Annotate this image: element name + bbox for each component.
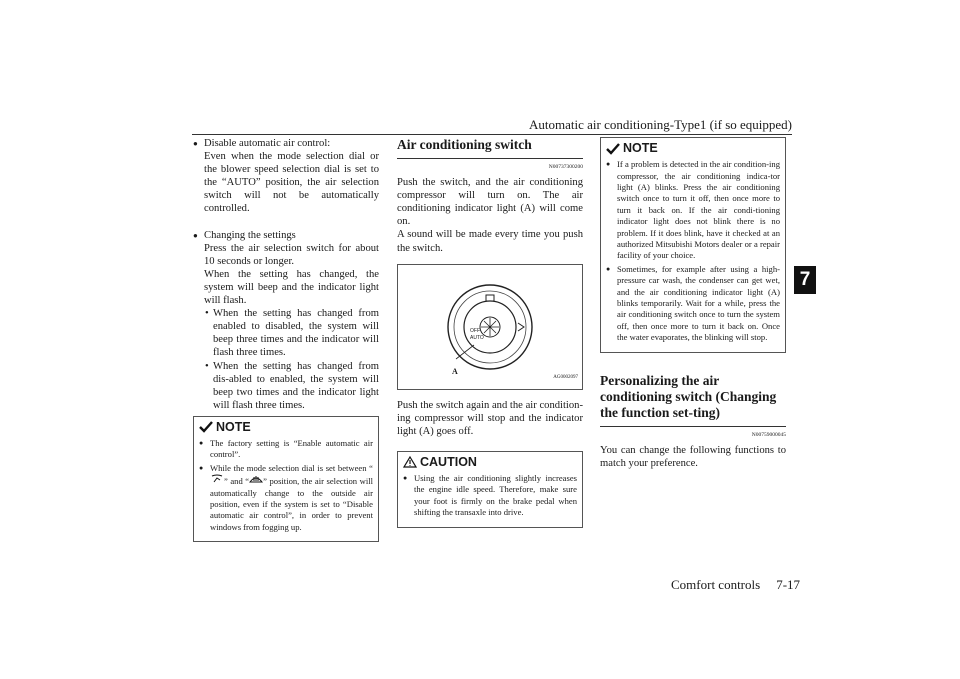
bullet-disable-auto	[193, 137, 379, 216]
section-heading-personalizing: Personalizing the air conditioning switch (Changing the function set-ting)	[600, 372, 777, 420]
bullet-changing-settings	[193, 229, 379, 308]
section-code: N00737300200	[548, 164, 583, 170]
figure-callout-a: A	[452, 366, 458, 376]
section-code: N00759000045	[751, 431, 786, 438]
column-right	[600, 137, 786, 470]
column-middle	[397, 137, 583, 528]
note-title: NOTE	[199, 421, 373, 434]
note-box	[600, 137, 786, 353]
paragraph: You can change the following functions to match your preference.	[600, 444, 786, 469]
figure-label-auto: AUTO	[470, 334, 484, 341]
check-mark-icon	[606, 143, 620, 155]
note-item: ● While the mode selection dial is set between “” and “ ” position, the air selection will automatically change to the outside air position, even if the system is set to “Disable automatic air control”, in order to prevent windows from fogging up.	[199, 463, 373, 533]
caution-title: CAUTION	[403, 456, 577, 469]
sub-bullet: • When the setting has changed from dis-abled to enabled, the system will beep two times and the indicator light will flash three times.	[205, 360, 379, 411]
footer-section: Comfort controls	[671, 577, 761, 592]
paragraph: Push the switch again and the air condition-ing compressor will stop and the indicator light (A) goes off.	[397, 399, 583, 437]
bullet-title: ● Disable automatic air control:	[204, 138, 331, 149]
page-header-title: Automatic air conditioning-Type1 (if so equipped)	[529, 117, 792, 132]
bullet-text: When the setting has changed, the system will beep and the indicator light will flash.	[204, 268, 379, 307]
figure-label-off: OFF	[470, 327, 480, 334]
switch-illustration	[397, 264, 583, 390]
paragraph: A sound will be made every time you push the switch.	[397, 229, 583, 254]
figure-id: AG0002097	[553, 374, 578, 380]
bullet-text: Press the air selection switch for about 10 seconds or longer.	[204, 242, 379, 267]
bullet-title: ● Changing the settings	[204, 229, 296, 241]
sub-bullet-dot: •	[205, 308, 209, 320]
windshield-defrost-icon	[249, 474, 263, 484]
column-left	[193, 137, 379, 542]
sub-bullet: • When the setting has changed from enabled to disabled, the system will beep three times and the indicator will flash three times.	[205, 308, 379, 359]
bullet-text: Even when the mode selection dial or the blower speed selection dial is set to the “AUTO” position, the air selection switch will not be automatically controlled.	[204, 151, 379, 215]
caution-item: ● Using the air conditioning slightly increases the engine idle speed. Therefore, make sure your foot is firmly on the brake pedal when shifting the transaxle into drive.	[403, 473, 577, 519]
warning-triangle-icon	[403, 456, 417, 468]
paragraph: Push the switch, and the air conditioning compressor will turn on. The air conditioning indicator light (A) will come on.	[397, 177, 583, 228]
check-mark-icon	[199, 421, 213, 433]
header-rule	[192, 134, 792, 135]
note-item: ● Sometimes, for example after using a high-pressure car wash, the condenser can get wet, and the air conditioning indicator light (A) blinks temporarily. Wait for a while, press the air conditioning switch once to turn the system off, then once more to turn it back on. Once the water evaporates, the blinking will stop.	[606, 264, 780, 344]
note-title: NOTE	[606, 142, 780, 155]
chapter-tab: 7	[794, 266, 816, 294]
note-box	[193, 416, 379, 542]
section-heading-air-conditioning-switch: Air conditioning switch	[397, 137, 532, 152]
windshield-feet-mode-icon	[210, 474, 224, 484]
sub-bullet-dot: •	[205, 360, 209, 372]
footer-page-number: 7-17	[776, 577, 801, 592]
note-item: ● If a problem is detected in the air condition-ing compressor, the air conditioning indica-tor light (A) blinks. Press the air conditioning switch once to turn it off, then once more to turn it back on. If the air condi-tioning indicator light does not blink there is no problem. If it does blink, have it checked at an authorized Mitsubishi Motors dealer or a repair facility of your choice.	[606, 159, 780, 262]
page-footer	[671, 577, 816, 593]
caution-box	[397, 451, 583, 528]
note-item: ● The factory setting is “Enable automatic air control”.	[199, 438, 373, 461]
